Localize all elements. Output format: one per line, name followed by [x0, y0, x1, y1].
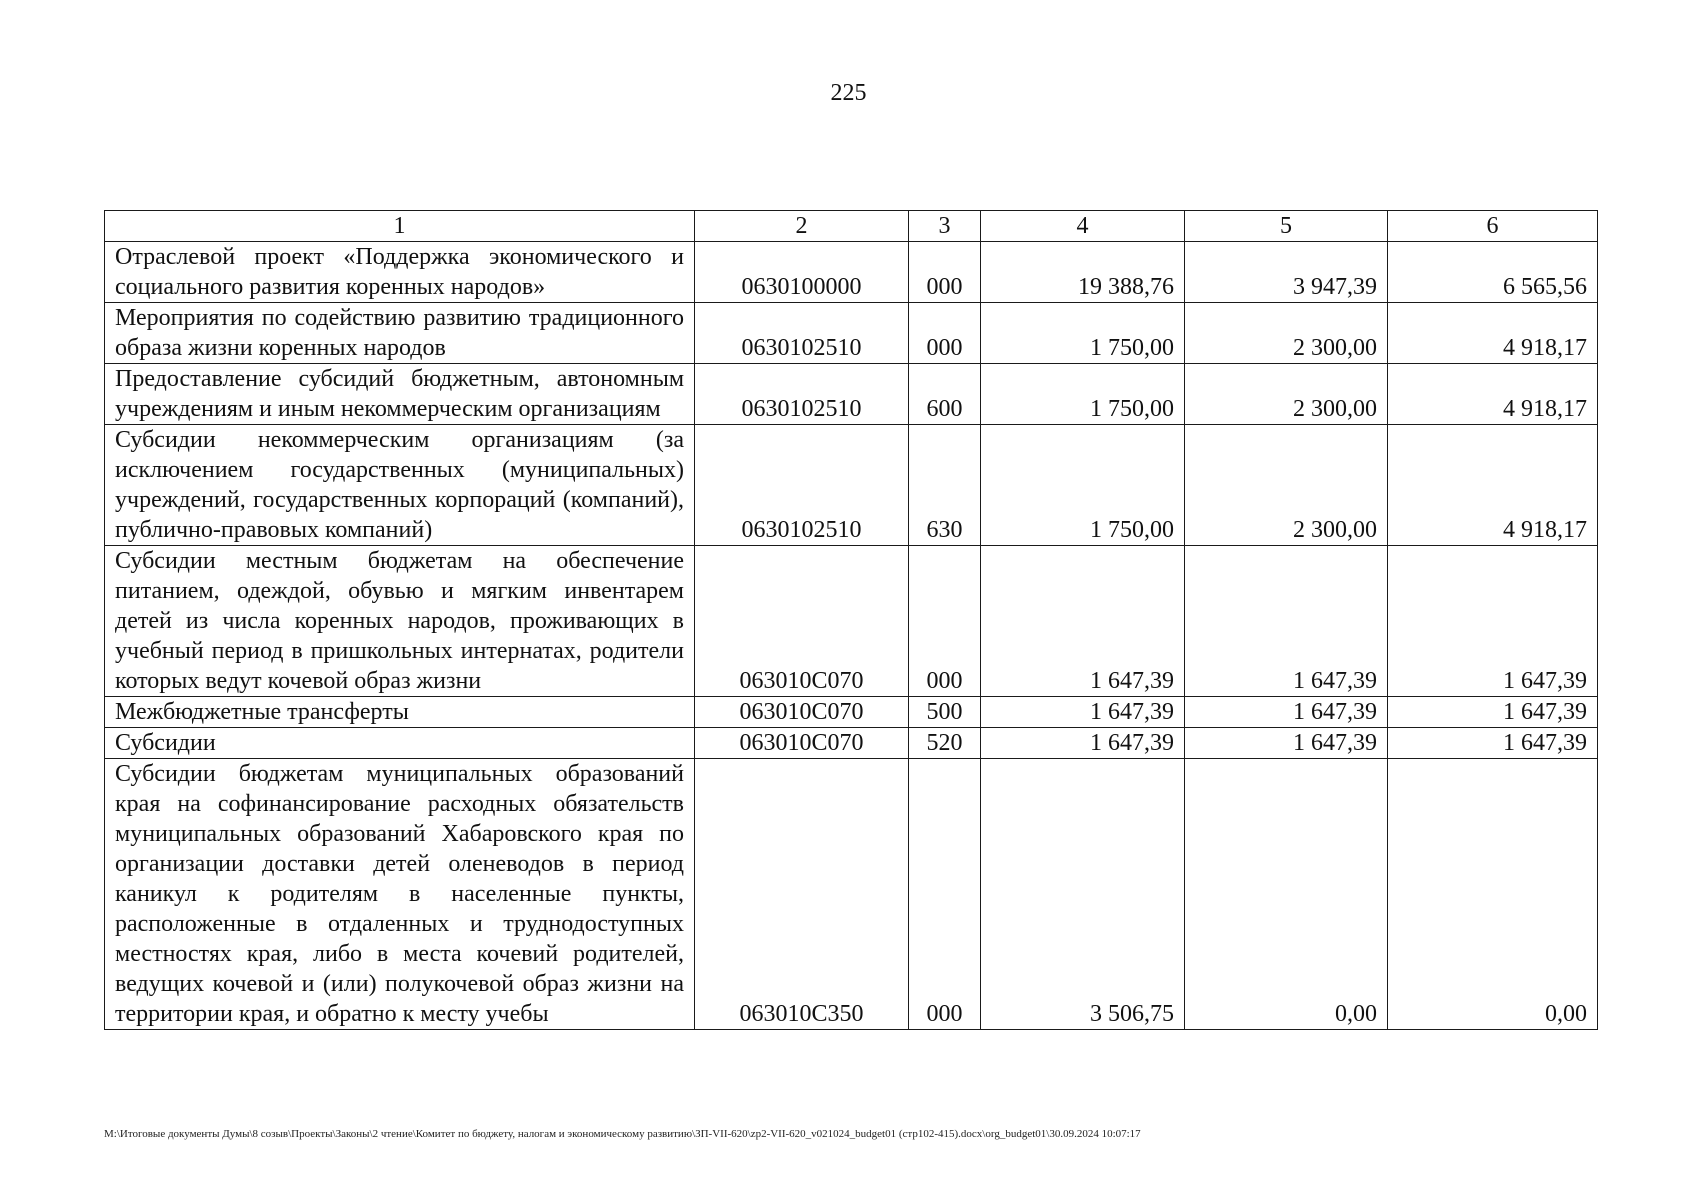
- row-value-4: 3 506,75: [981, 759, 1185, 1030]
- row-value-6: 4 918,17: [1388, 364, 1598, 425]
- table-row: [105, 425, 1598, 546]
- row-value-4: 1 647,39: [981, 546, 1185, 697]
- row-value-6: 4 918,17: [1388, 425, 1598, 546]
- row-type: 520: [909, 728, 981, 759]
- row-value-6: 6 565,56: [1388, 242, 1598, 303]
- table-row: [105, 242, 1598, 303]
- table-row: [105, 546, 1598, 697]
- row-value-5: 3 947,39: [1185, 242, 1388, 303]
- row-value-6: 0,00: [1388, 759, 1598, 1030]
- row-value-4: 1 647,39: [981, 697, 1185, 728]
- row-code: 0630102510: [695, 425, 909, 546]
- row-value-6: 4 918,17: [1388, 303, 1598, 364]
- row-value-4: 19 388,76: [981, 242, 1185, 303]
- row-value-6: 1 647,39: [1388, 728, 1598, 759]
- table-row: [105, 364, 1598, 425]
- row-type: 500: [909, 697, 981, 728]
- row-name: Отраслевой проект «Поддержка экономического и социального развития коренных народов»: [105, 242, 695, 303]
- row-code: 0630102510: [695, 303, 909, 364]
- row-value-5: 2 300,00: [1185, 303, 1388, 364]
- row-code: 063010С070: [695, 728, 909, 759]
- row-value-4: 1 750,00: [981, 303, 1185, 364]
- document-file-path: M:\Итоговые документы Думы\8 созыв\Проекты\Законы\2 чтение\Комитет по бюджету, налогам и экономическому развитию\ЗП-VII-620\zp2-VII-620_v021024_budget01 (стр102-415).docx\org_budget01\30.09.2024 10:07:17: [104, 1128, 1141, 1140]
- column-header-6: 6: [1388, 211, 1598, 242]
- row-type: 000: [909, 546, 981, 697]
- row-code: 0630102510: [695, 364, 909, 425]
- column-header-1: 1: [105, 211, 695, 242]
- row-name: Субсидии местным бюджетам на обеспечение питанием, одеждой, обувью и мягким инвентарем детей из числа коренных народов, проживающих в учебный период в пришкольных интернатах, родители которых ведут кочевой образ жизни: [105, 546, 695, 697]
- row-value-6: 1 647,39: [1388, 697, 1598, 728]
- row-type: 000: [909, 242, 981, 303]
- row-type: 000: [909, 303, 981, 364]
- row-name: Межбюджетные трансферты: [105, 697, 695, 728]
- row-value-4: 1 750,00: [981, 364, 1185, 425]
- row-type: 000: [909, 759, 981, 1030]
- row-name: Мероприятия по содействию развитию традиционного образа жизни коренных народов: [105, 303, 695, 364]
- table-row: [105, 697, 1598, 728]
- column-header-3: 3: [909, 211, 981, 242]
- row-code: 063010С070: [695, 546, 909, 697]
- column-header-5: 5: [1185, 211, 1388, 242]
- table-row: [105, 759, 1598, 1030]
- row-code: 063010С350: [695, 759, 909, 1030]
- row-type: 600: [909, 364, 981, 425]
- row-code: 063010С070: [695, 697, 909, 728]
- column-header-2: 2: [695, 211, 909, 242]
- row-name: Субсидии: [105, 728, 695, 759]
- row-type: 630: [909, 425, 981, 546]
- row-code: 0630100000: [695, 242, 909, 303]
- row-value-6: 1 647,39: [1388, 546, 1598, 697]
- row-name: Субсидии бюджетам муниципальных образований края на софинансирование расходных обязательств муниципальных образований Хабаровского края по организации доставки детей оленеводов в период каникул к родителям в населенные пункты, расположенные в отдаленных и труднодоступных местностях края, либо в места кочевий родителей, ведущих кочевой и (или) полукочевой образ жизни на территории края, и обратно к месту учебы: [105, 759, 695, 1030]
- page-number: 225: [830, 80, 867, 106]
- row-value-5: 0,00: [1185, 759, 1388, 1030]
- table-row: [105, 303, 1598, 364]
- row-name: Предоставление субсидий бюджетным, автономным учреждениям и иным некоммерческим организациям: [105, 364, 695, 425]
- row-value-4: 1 647,39: [981, 728, 1185, 759]
- column-header-4: 4: [981, 211, 1185, 242]
- row-value-5: 1 647,39: [1185, 728, 1388, 759]
- row-value-5: 1 647,39: [1185, 546, 1388, 697]
- row-value-5: 2 300,00: [1185, 425, 1388, 546]
- row-value-4: 1 750,00: [981, 425, 1185, 546]
- budget-table: [104, 210, 1598, 1030]
- row-value-5: 2 300,00: [1185, 364, 1388, 425]
- table-header-row: [105, 211, 1598, 242]
- row-name: Субсидии некоммерческим организациям (за исключением государственных (муниципальных) учреждений, государственных корпораций (компаний), публично-правовых компаний): [105, 425, 695, 546]
- table-row: [105, 728, 1598, 759]
- row-value-5: 1 647,39: [1185, 697, 1388, 728]
